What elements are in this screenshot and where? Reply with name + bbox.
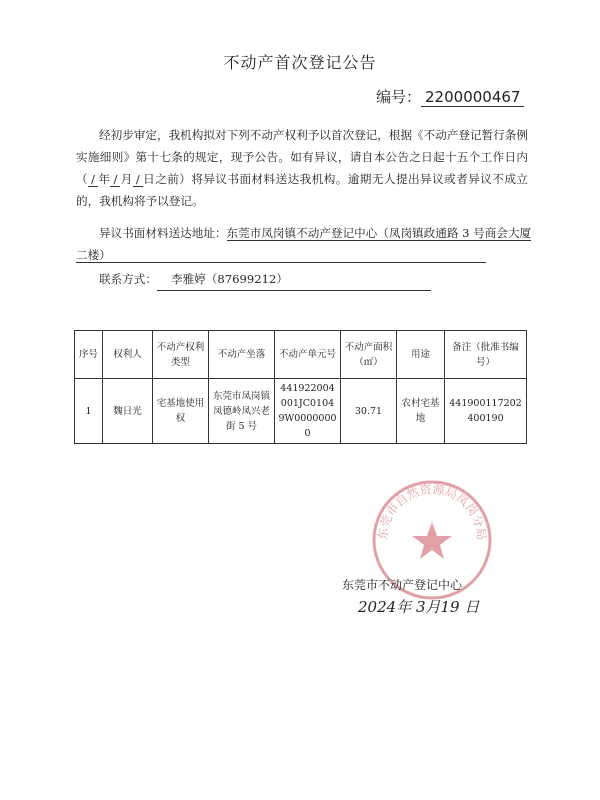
document-title: 不动产首次登记公告 [223,53,377,72]
contact [99,268,431,291]
contact-label: 联系方式： [99,272,157,286]
table-cell: 农村宅基地 [397,379,445,444]
seal-text: 东莞市自然资源局凤岗分局 [375,482,489,541]
objection-address-label: 异议书面材料送达地址： [99,226,227,240]
table-cell: 441922004001JC01049W00000000 [275,379,341,444]
table-row [75,379,527,444]
notice-body-outro: 日之前）将异议书面材料送达我机构。逾期无人提出异议或者异议不成立的，我机构将予以登记。 [76,172,528,208]
date-blank-month: / [110,172,120,187]
notice-number-label: 编号： [376,88,422,106]
issuer-name: 东莞市不动产登记中心 [342,578,463,592]
table-cell: 441900117202400190 [445,379,527,444]
header-cell: 不动产面积（㎡） [341,331,397,379]
seal-star-icon [412,522,452,559]
date-blank-day: / [133,172,143,187]
table-cell: 30.71 [341,379,397,444]
notice-body-intro: 经初步审定，我机构拟对下列不动产权利予以首次登记，根据《不动产登记暂行条例实施细则》第十七条的规定，现予公告。如有异议，请自本公告之日起十五个工作日内（ [76,128,528,186]
header-cell: 备注（批准书编号） [445,331,527,379]
notice-number-value: 2200000467 [421,88,524,107]
table-cell: 魏日光 [103,379,153,444]
date-blank-year: / [88,172,98,187]
registration-table [74,330,527,444]
month-char: 月 [120,172,133,186]
contact-value: 李雅婷（87699212） [157,268,431,291]
table-cell: 1 [75,379,103,444]
header-cell: 权利人 [103,331,153,379]
header-cell: 序号 [75,331,103,379]
notice-body [76,124,528,212]
objection-address-underline [76,246,486,263]
table-cell: 宅基地使用权 [153,379,209,444]
year-char: 年 [97,172,111,186]
table-header-row [75,331,527,379]
objection-address-value: 东莞市凤岗镇不动产登记中心（凤岗镇政通路 3 号商会大厦二楼） [76,226,532,262]
header-cell: 不动产权利类型 [153,331,209,379]
header-cell: 不动产坐落 [209,331,275,379]
issue-date: 2024年 3月19 日 [358,598,480,616]
table-cell: 东莞市凤岗镇凤德岭凤兴老街 5 号 [209,379,275,444]
header-cell: 不动产单元号 [275,331,341,379]
notice-number [376,86,524,107]
header-cell: 用途 [397,331,445,379]
